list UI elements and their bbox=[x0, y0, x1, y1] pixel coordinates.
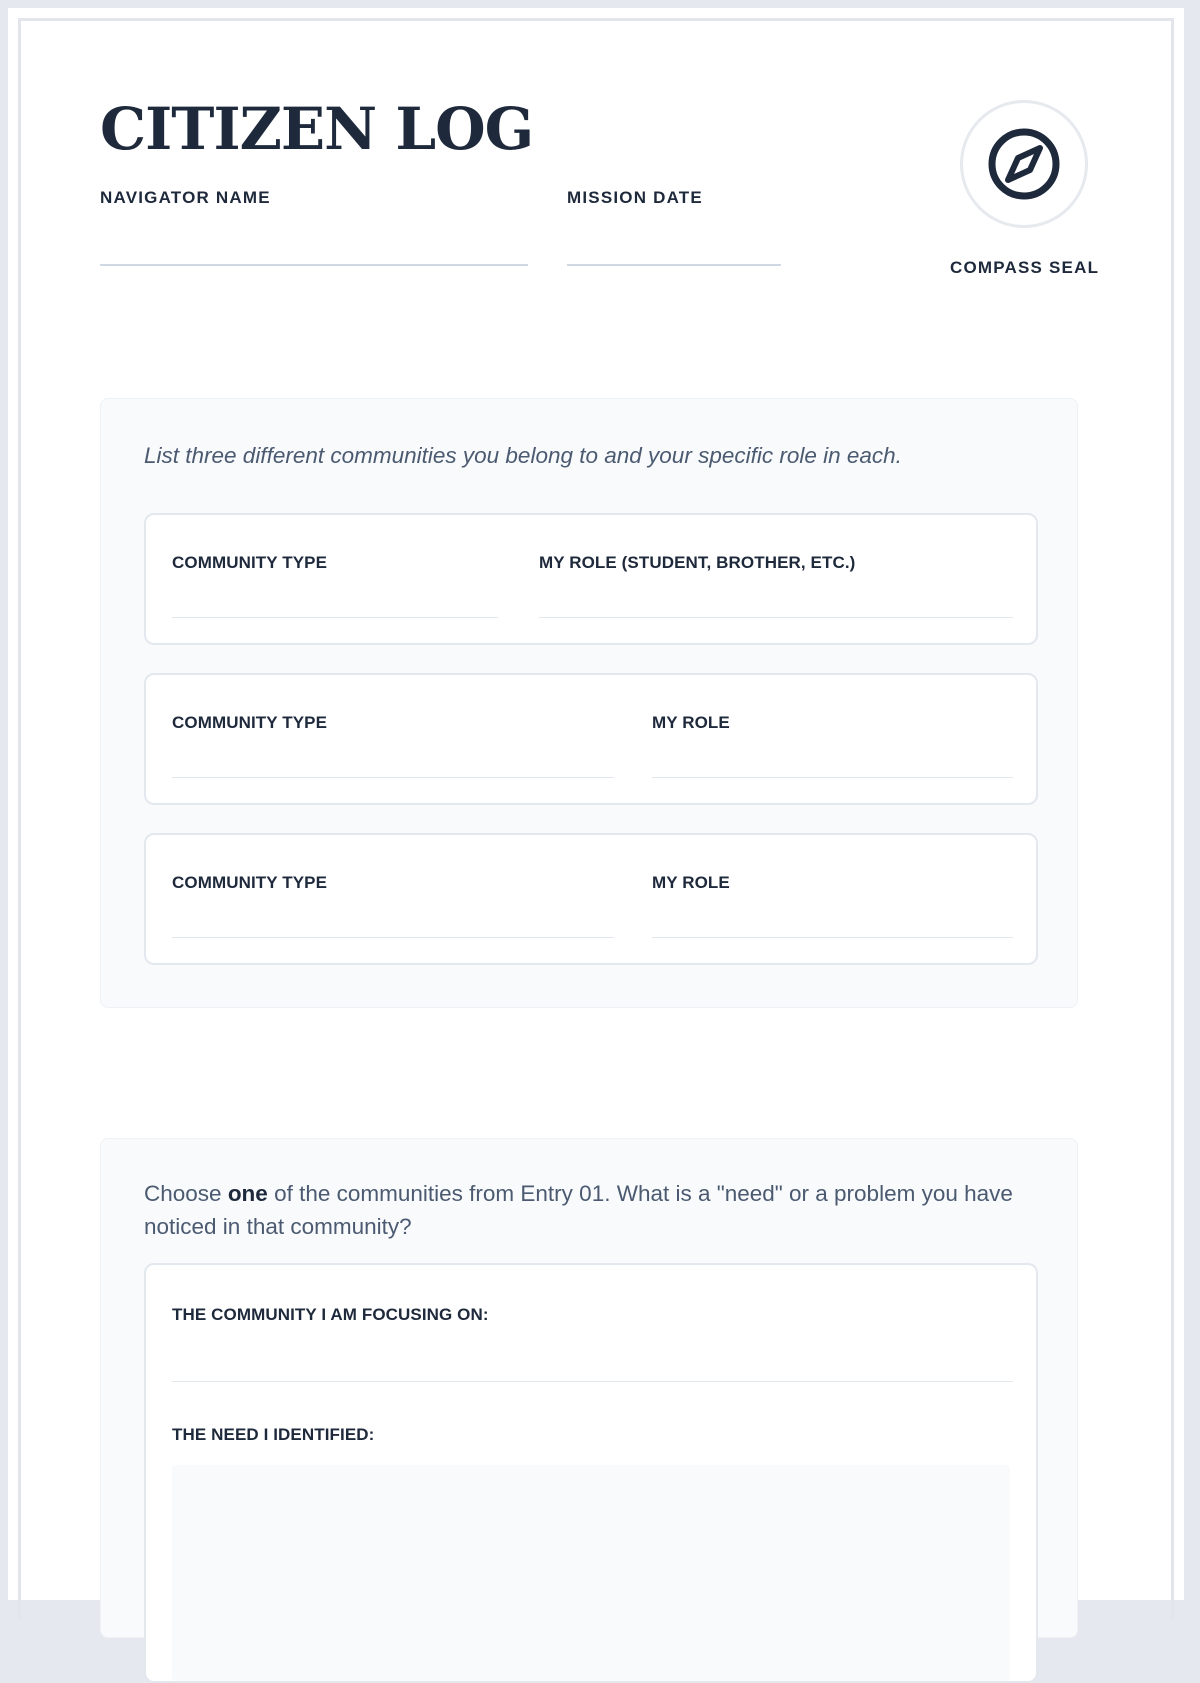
need-identified-field[interactable] bbox=[172, 1465, 1010, 1681]
mission-date-label: MISSION DATE bbox=[567, 188, 703, 207]
community-row-2 bbox=[144, 673, 1038, 805]
prompt-text: of the communities from Entry 01. What is a "need" or a problem you have noticed in that community? bbox=[144, 1181, 1013, 1239]
entry-01-prompt: List three different communities you belong to and your specific role in each. bbox=[144, 443, 902, 468]
my-role-label: MY ROLE (STUDENT, BROTHER, ETC.) bbox=[539, 553, 856, 572]
entry-02-prompt bbox=[144, 1177, 1044, 1243]
community-type-field[interactable] bbox=[172, 617, 498, 618]
need-identified-label: THE NEED I IDENTIFIED: bbox=[172, 1425, 375, 1444]
community-type-field[interactable] bbox=[172, 777, 614, 778]
my-role-field[interactable] bbox=[539, 617, 1013, 618]
focus-community-label: THE COMMUNITY I AM FOCUSING ON: bbox=[172, 1305, 489, 1324]
prompt-emphasis: one bbox=[227, 1181, 268, 1206]
compass-seal-label: COMPASS SEAL bbox=[950, 258, 1100, 277]
prompt-text: Choose bbox=[144, 1181, 228, 1206]
navigator-name-field[interactable] bbox=[100, 264, 528, 266]
worksheet-page bbox=[8, 8, 1184, 1600]
community-row-3 bbox=[144, 833, 1038, 965]
community-type-field[interactable] bbox=[172, 937, 614, 938]
page-title: CITIZEN LOG bbox=[100, 95, 534, 163]
entry-01-panel bbox=[100, 398, 1078, 1008]
compass-seal bbox=[960, 100, 1088, 228]
entry-02-panel bbox=[100, 1138, 1078, 1638]
my-role-field[interactable] bbox=[652, 777, 1013, 778]
community-type-label: COMMUNITY TYPE bbox=[172, 873, 328, 892]
focus-community-field[interactable] bbox=[172, 1381, 1013, 1382]
my-role-field[interactable] bbox=[652, 937, 1013, 938]
community-type-label: COMMUNITY TYPE bbox=[172, 553, 328, 572]
compass-icon bbox=[986, 126, 1062, 202]
need-card bbox=[144, 1263, 1038, 1683]
mission-date-field[interactable] bbox=[567, 264, 781, 266]
my-role-label: MY ROLE bbox=[652, 713, 730, 732]
navigator-name-label: NAVIGATOR NAME bbox=[100, 188, 271, 207]
community-row-1 bbox=[144, 513, 1038, 645]
my-role-label: MY ROLE bbox=[652, 873, 730, 892]
community-type-label: COMMUNITY TYPE bbox=[172, 713, 328, 732]
